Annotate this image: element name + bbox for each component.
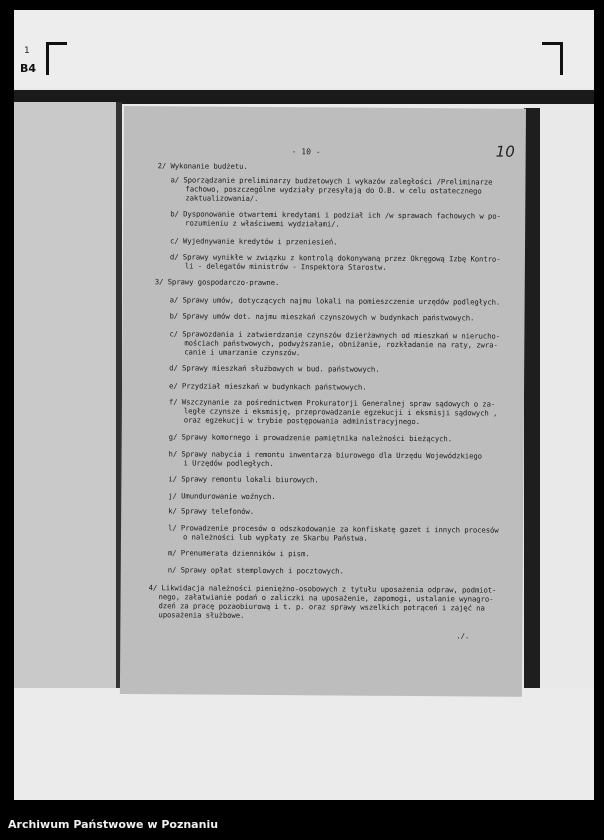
text-line: b/ Dysponowanie otwartemi kredytami i podział ich /w sprawach fachowych w po-	[170, 209, 501, 221]
text-line: canie i umarzanie czynszów.	[184, 347, 301, 358]
text-line: g/ Sprawy komornego i prowadzenie pamiętnika należności bieżących.	[168, 432, 453, 444]
text-line: 4/ Likwidacja należności pieniężno-osobowych z tytułu uposażenia odpraw, podmiot-	[148, 583, 497, 595]
text-line: uposażenia służbowe.	[158, 610, 245, 620]
text-line: mościach państwowych, podwyższanie, obniżanie, rozkładanie na raty, zwra-	[184, 338, 498, 350]
page-number: - 10 -	[291, 147, 321, 157]
text-line: d/ Sprawy wynikłe w związku z kontrolą dokonywaną przez Okręgową Izbę Kontro-	[169, 252, 501, 264]
frame-label: B4	[20, 62, 37, 75]
text-line: k/ Sprawy telefonów.	[168, 506, 255, 516]
text-line: c/ Wyjednywanie kredytów i przeniesień.	[170, 236, 338, 247]
text-line: rozumieniu z właściwemi wydziałami/.	[185, 218, 340, 229]
text-line: i Urzędów podległych.	[183, 458, 274, 469]
corner-mark-right	[542, 42, 563, 75]
text-line: l/ Prowadzenie procesów o odszkodowanie za konfiskatę gazet i innych procesów	[168, 523, 499, 535]
film-top-margin	[14, 10, 594, 88]
text-line: i/ Sprawy remontu lokali biurowych.	[168, 474, 319, 485]
text-line: oraz egzekucji w trybie postępowania administracyjnego.	[183, 415, 420, 427]
text-line: ległe czynsze i eksmisję, przeprowadzanie egzekucji i eksmisji sądowych ,	[183, 406, 498, 418]
corner-mark-left	[46, 42, 67, 75]
text-line: e/ Przydział mieszkań w budynkach państwowych.	[169, 381, 367, 392]
text-line: ./.	[456, 631, 470, 641]
text-line: li - delegatów ministrów - Inspektora Starostw.	[184, 261, 387, 272]
text-line: j/ Umundurowanie woźnych.	[168, 491, 276, 502]
archive-name: Archiwum Państwowe w Poznaniu	[8, 818, 219, 831]
film-bottom-margin	[14, 688, 594, 800]
text-line: h/ Sprawy nabycia i remontu inwentarza biurowego dla Urzędu Wojewódzkiego	[168, 449, 483, 461]
microfilm-frame	[14, 10, 594, 800]
text-line: n/ Sprawy opłat stemplowych i pocztowych.	[167, 565, 344, 576]
document-page	[120, 106, 526, 697]
text-line: c/ Sprawozdania i zatwierdzanie czynszów dzierżawnych od mieszkań w nierucho-	[169, 329, 501, 341]
text-line: f/ Wszczynanie za pośrednictwem Prokuratorji Generalnej spraw sądowych o za-	[168, 397, 496, 409]
text-line: o należności lub wypłaty ze Skarbu Państwa.	[182, 532, 368, 543]
previous-page-edge	[14, 102, 118, 692]
frame-tick: 1	[24, 46, 30, 56]
text-line: fachowo, poszczególne wydziały przesyłają do O.B. w celu ostatecznego	[185, 184, 482, 196]
text-line: m/ Prenumerata dzienników i pism.	[167, 548, 310, 559]
handwritten-page-number: 10	[495, 142, 515, 161]
text-line: 2/ Wykonanie budżetu.	[157, 161, 248, 171]
text-line: a/ Sprawy umów, dotyczących najmu lokali na pomieszczenie urzędów podległych.	[169, 295, 501, 307]
document-shadow	[524, 108, 540, 694]
text-line: d/ Sprawy mieszkań służbowych w bud. państwowych.	[169, 363, 380, 374]
text-line: a/ Sporządzanie preliminarzy budżetowych i wykazów zaległości /Preliminarze	[170, 175, 493, 187]
text-line: 3/ Sprawy gospodarczo-prawne.	[154, 277, 280, 288]
text-line: b/ Sprawy umów dot. najmu mieszkań czynszowych w budynkach państwowych.	[169, 311, 475, 323]
text-line: zaktualizowania/.	[185, 193, 259, 203]
text-line: dzeń za pracę pozaobiurową i t. p. oraz sprawy wszelkich potrąceń i zajęć na	[158, 601, 485, 613]
text-line: nego, załatwianie podań o zaliczki na uposażenie, zapomogi, ustalanie wynagro-	[158, 592, 494, 604]
